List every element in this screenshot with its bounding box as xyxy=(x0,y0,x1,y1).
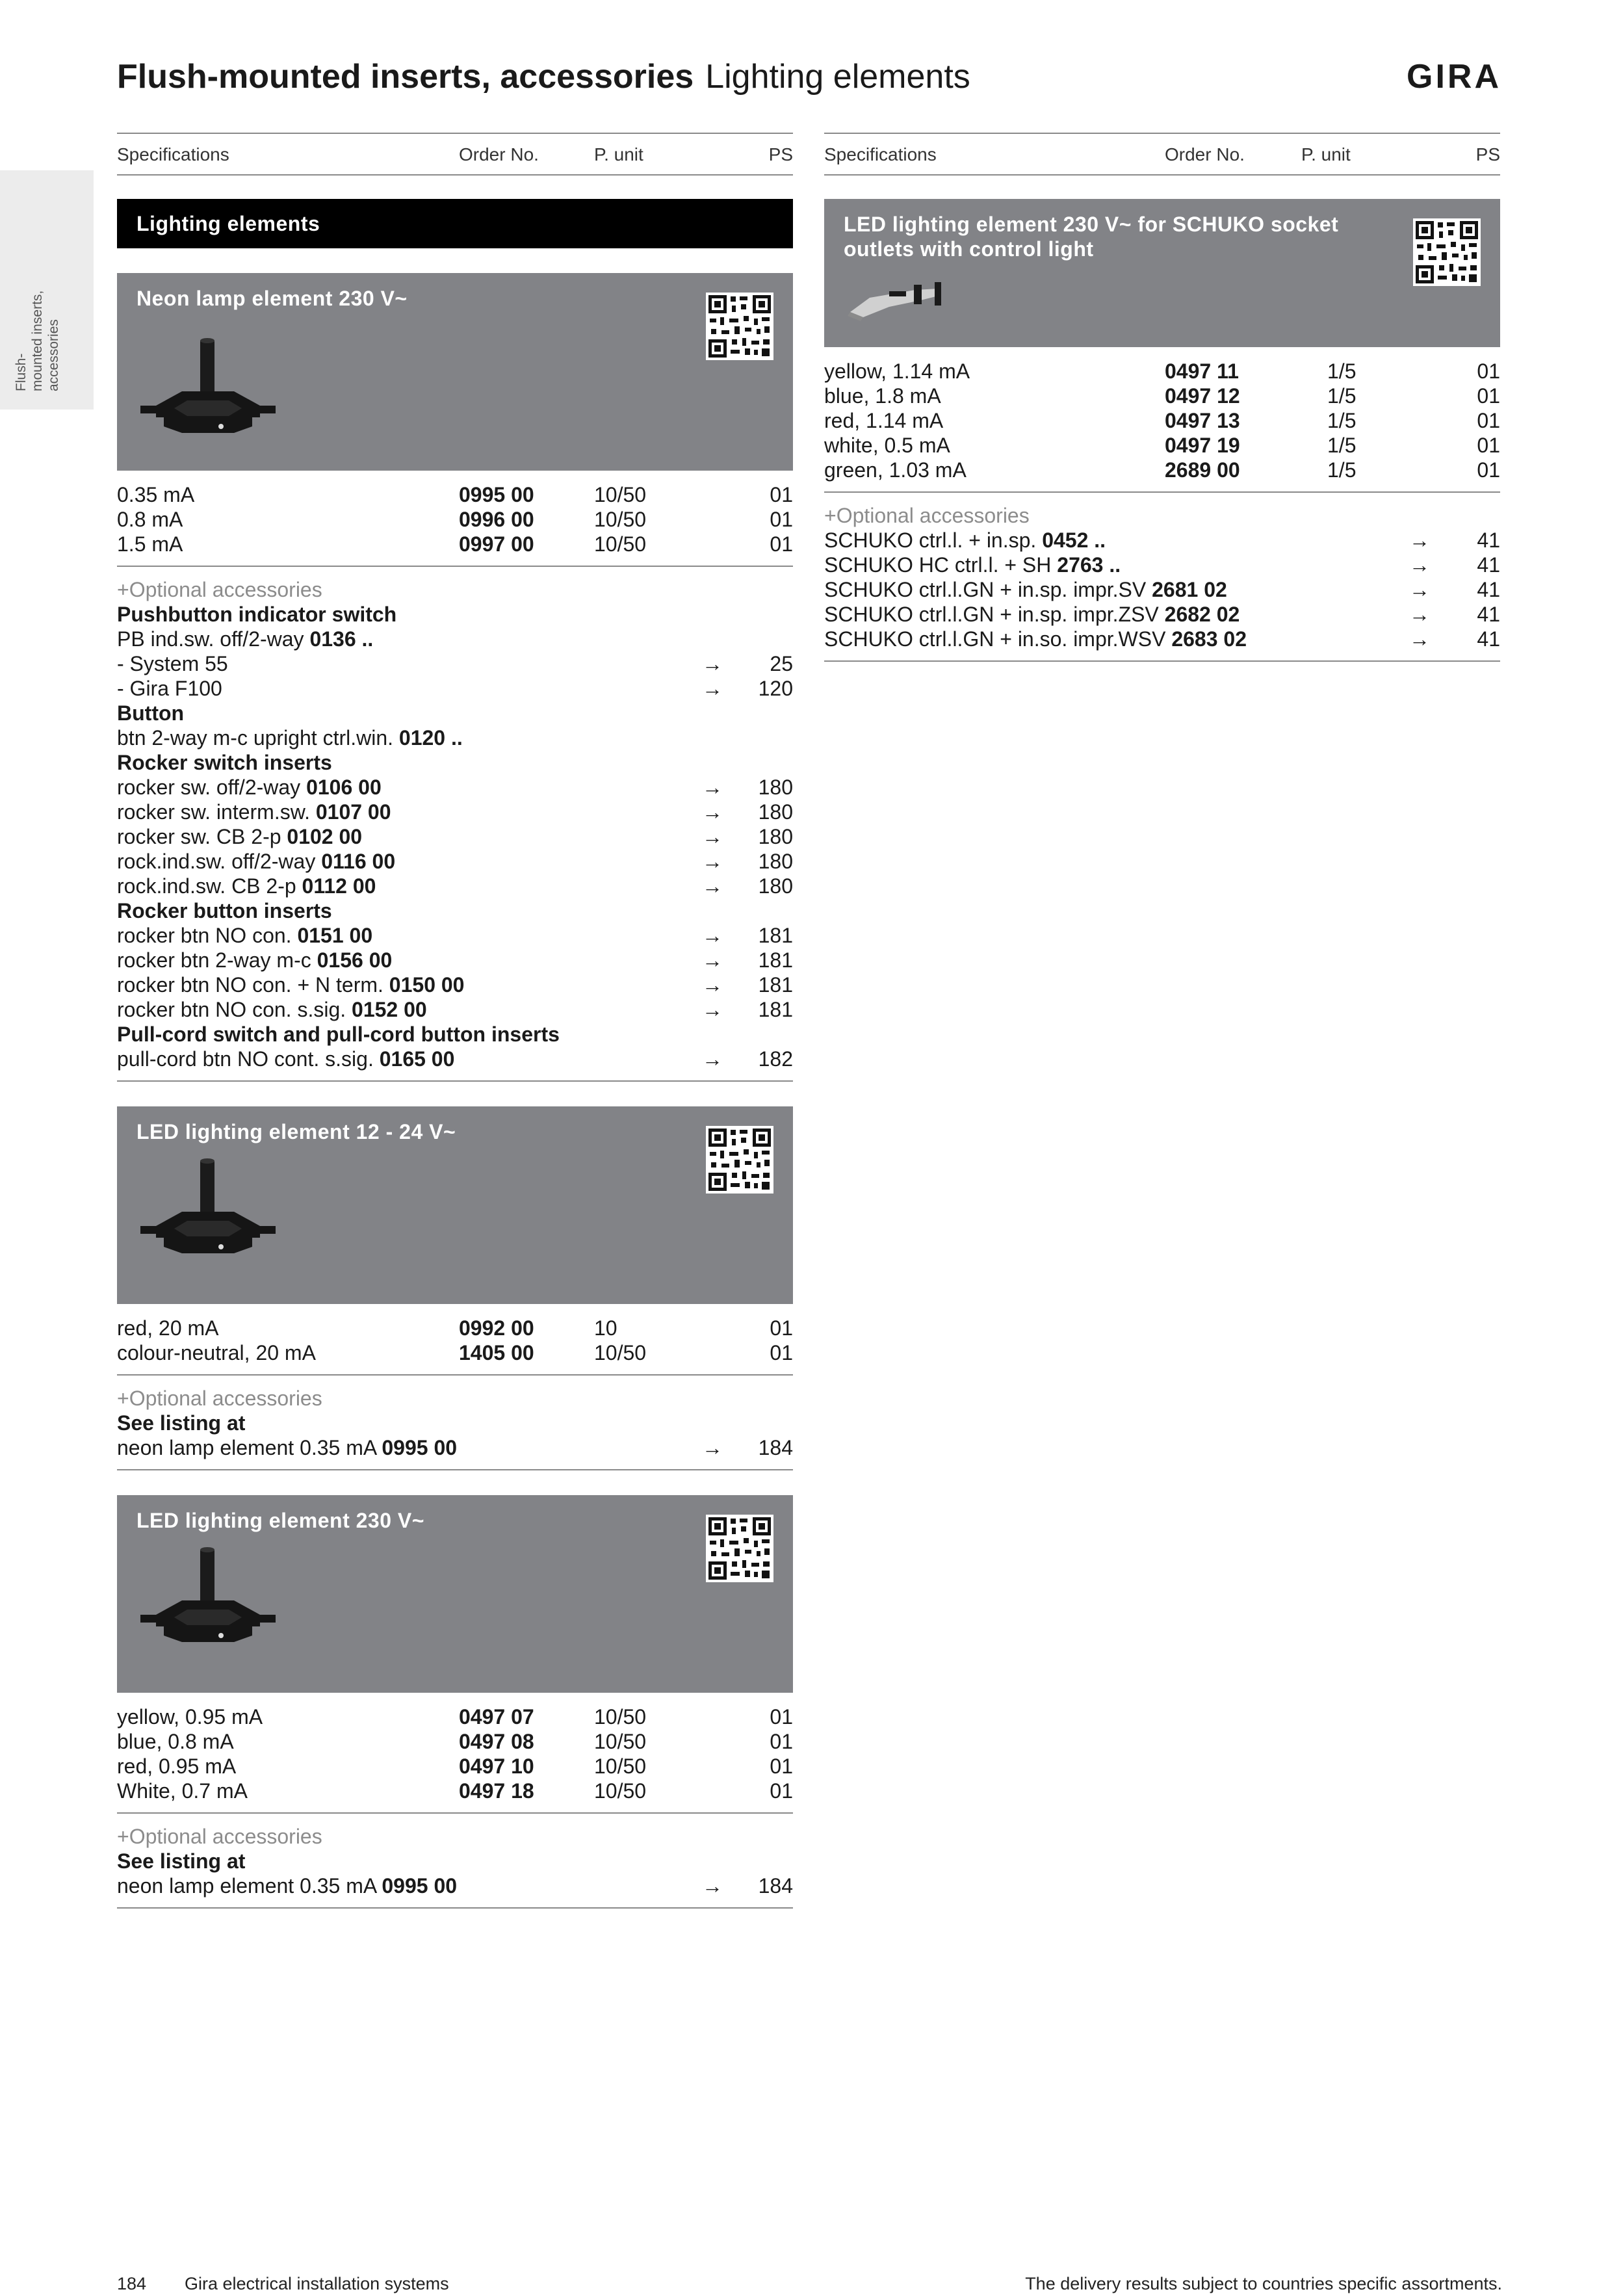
accessory-line: neon lamp element 0.35 mA 0995 00 → 184 xyxy=(117,1436,793,1459)
row-order-number: 0997 00 xyxy=(459,532,534,556)
row-pack-unit: 1/5 xyxy=(1327,434,1357,457)
row-description: yellow, 1.14 mA xyxy=(824,359,970,383)
accessory-line xyxy=(117,725,793,750)
accessory-text: SCHUKO ctrl.l.GN + in.so. impr.WSV 2683 02 xyxy=(824,627,1247,651)
arrow-icon: → xyxy=(1409,528,1430,552)
page-ref[interactable]: 25 xyxy=(770,652,793,675)
accessory-line xyxy=(117,997,793,1022)
accessory-group-heading: Rocker button inserts xyxy=(117,899,332,922)
col-ps-header: PS xyxy=(1475,144,1500,164)
row-description: blue, 1.8 mA xyxy=(824,384,941,408)
col-order-header: Order No. xyxy=(459,144,539,164)
page-ref[interactable]: 41 xyxy=(1477,528,1500,552)
arrow-icon: → xyxy=(1409,603,1430,626)
order-row xyxy=(117,1316,793,1340)
accessory-line xyxy=(117,824,793,849)
product-card-schuko xyxy=(824,199,1500,347)
row-pack-unit: 10/50 xyxy=(594,1341,647,1364)
page-header xyxy=(117,51,1501,103)
order-row xyxy=(117,1340,793,1365)
product-title: Neon lamp element 230 V~ xyxy=(136,287,408,310)
accessory-line xyxy=(117,800,793,824)
order-row xyxy=(117,1779,793,1803)
product-title: LED lighting element 12 - 24 V~ xyxy=(136,1120,456,1143)
row-description: red, 1.14 mA xyxy=(824,409,944,432)
order-row xyxy=(117,1704,793,1729)
schuko-led-image xyxy=(844,272,954,324)
row-price-group: 01 xyxy=(1477,359,1500,383)
neon-optional-accessories xyxy=(117,567,793,1071)
page-ref[interactable]: 180 xyxy=(758,800,793,824)
row-pack-unit: 1/5 xyxy=(1327,409,1357,432)
accessory-text: SCHUKO ctrl.l.GN + in.sp. impr.SV 2681 02 xyxy=(824,578,1227,601)
led12-order-rows xyxy=(117,1304,793,1365)
divider xyxy=(117,1907,793,1909)
row-order-number: 2689 00 xyxy=(1165,458,1240,482)
page-ref[interactable]: 180 xyxy=(758,776,793,799)
accessory-text: rocker sw. CB 2-p 0102 00 xyxy=(117,825,363,848)
accessory-text: rocker btn 2-way m-c 0156 00 xyxy=(117,948,393,972)
accessory-text: - System 55 xyxy=(117,652,228,675)
col-ps-header: PS xyxy=(768,144,793,164)
qr-code-icon xyxy=(706,1126,773,1194)
arrow-icon: → xyxy=(702,825,723,848)
row-order-number: 0992 00 xyxy=(459,1316,534,1340)
accessory-line xyxy=(824,528,1500,553)
column-header xyxy=(824,133,1500,176)
row-price-group: 01 xyxy=(1477,458,1500,482)
led-230-image xyxy=(136,1545,279,1649)
led230-optional-accessories xyxy=(117,1814,793,1898)
order-row xyxy=(824,408,1500,433)
order-row xyxy=(117,482,793,507)
row-price-group: 01 xyxy=(770,483,793,506)
page-ref[interactable]: 41 xyxy=(1477,553,1500,577)
order-row xyxy=(824,359,1500,384)
accessory-text: SCHUKO ctrl.l.GN + in.sp. impr.ZSV 2682 02 xyxy=(824,603,1240,626)
accessory-group-heading: Button xyxy=(117,701,185,725)
row-order-number: 0996 00 xyxy=(459,508,534,531)
row-pack-unit: 10/50 xyxy=(594,1755,647,1778)
col-spec-header: Specifications xyxy=(117,144,229,164)
accessory-line xyxy=(117,627,793,651)
accessory-line xyxy=(117,972,793,997)
page-ref[interactable]: 41 xyxy=(1477,627,1500,651)
accessory-line xyxy=(117,874,793,898)
row-order-number: 0497 10 xyxy=(459,1755,534,1778)
page-ref[interactable]: 180 xyxy=(758,874,793,898)
page-ref[interactable]: 41 xyxy=(1477,578,1500,601)
accessory-text: rock.ind.sw. CB 2-p 0112 00 xyxy=(117,874,376,898)
accessory-group-heading: Pull-cord switch and pull-cord button inserts xyxy=(117,1023,560,1046)
row-pack-unit: 10/50 xyxy=(594,1705,647,1729)
accessory-line xyxy=(117,1047,793,1071)
row-price-group: 01 xyxy=(770,1316,793,1340)
accessory-line xyxy=(824,553,1500,577)
accessory-text: rocker btn NO con. + N term. 0150 00 xyxy=(117,973,465,997)
col-unit-header: P. unit xyxy=(594,144,643,164)
row-description: colour-neutral, 20 mA xyxy=(117,1341,316,1364)
schuko-order-rows xyxy=(824,347,1500,482)
order-row xyxy=(117,1754,793,1779)
row-description: blue, 0.8 mA xyxy=(117,1730,234,1753)
schuko-optional-accessories xyxy=(824,493,1500,651)
page-ref[interactable]: 184 xyxy=(758,1874,793,1898)
arrow-icon: → xyxy=(702,850,723,873)
product-title: LED lighting element 230 V~ xyxy=(136,1509,424,1532)
accessory-line: neon lamp element 0.35 mA 0995 00 → 184 xyxy=(117,1874,793,1898)
arrow-icon: → xyxy=(702,998,723,1021)
side-tab xyxy=(0,170,94,410)
arrow-icon: → xyxy=(702,948,723,972)
page-title: Flush-mounted inserts, accessories Lighting elements xyxy=(117,58,970,96)
row-description: white, 0.5 mA xyxy=(824,434,950,457)
col-order-header: Order No. xyxy=(1165,144,1245,164)
qr-code-icon xyxy=(1413,218,1481,286)
row-description: 1.5 mA xyxy=(117,532,183,556)
accessory-line xyxy=(117,676,793,701)
accessory-group-heading: Rocker switch inserts xyxy=(117,751,332,774)
row-price-group: 01 xyxy=(770,1755,793,1778)
row-description: yellow, 0.95 mA xyxy=(117,1705,263,1729)
accessory-line xyxy=(117,923,793,948)
row-price-group: 01 xyxy=(770,1341,793,1364)
accessory-line xyxy=(824,577,1500,602)
optional-accessories-title: +Optional accessories xyxy=(117,578,322,601)
page-ref[interactable]: 181 xyxy=(758,973,793,997)
row-order-number: 0497 07 xyxy=(459,1705,534,1729)
arrow-icon: → xyxy=(702,973,723,997)
row-description: green, 1.03 mA xyxy=(824,458,967,482)
accessory-text: SCHUKO HC ctrl.l. + SH 2763 .. xyxy=(824,553,1121,577)
page-ref[interactable]: 184 xyxy=(758,1436,793,1459)
row-order-number: 0497 19 xyxy=(1165,434,1240,457)
row-pack-unit: 10/50 xyxy=(594,532,647,556)
led-12-24-image xyxy=(136,1156,279,1260)
arrow-icon: → xyxy=(1409,627,1430,651)
accessory-line xyxy=(117,948,793,972)
page-ref[interactable]: 41 xyxy=(1477,603,1500,626)
row-pack-unit: 10/50 xyxy=(594,1730,647,1753)
qr-code-icon xyxy=(706,1515,773,1582)
row-pack-unit: 1/5 xyxy=(1327,458,1357,482)
neon-lamp-image xyxy=(136,335,279,439)
row-pack-unit: 1/5 xyxy=(1327,359,1357,383)
page-ref[interactable]: 120 xyxy=(758,677,793,700)
arrow-icon: → xyxy=(702,1047,723,1071)
right-column xyxy=(824,133,1500,662)
see-listing-label: See listing at xyxy=(117,1849,246,1873)
row-description: red, 20 mA xyxy=(117,1316,219,1340)
arrow-icon: → xyxy=(702,874,723,898)
arrow-icon: → xyxy=(702,776,723,799)
row-price-group: 01 xyxy=(1477,384,1500,408)
section-title: Lighting elements xyxy=(117,199,793,248)
accessory-group-heading: Pushbutton indicator switch xyxy=(117,603,397,626)
divider xyxy=(117,1080,793,1082)
brand-logo: GIRA xyxy=(1407,58,1501,96)
led12-optional-accessories xyxy=(117,1376,793,1460)
accessory-text: btn 2-way m-c upright ctrl.win. 0120 .. xyxy=(117,726,463,750)
row-order-number: 0497 18 xyxy=(459,1779,534,1803)
accessory-text: rock.ind.sw. off/2-way 0116 00 xyxy=(117,850,396,873)
arrow-icon: → xyxy=(702,1874,723,1898)
row-order-number: 0497 08 xyxy=(459,1730,534,1753)
footer-note: The delivery results subject to countries specific assortments. xyxy=(1025,2274,1502,2293)
page-ref[interactable]: 180 xyxy=(758,825,793,848)
order-row xyxy=(117,1729,793,1754)
neon-order-rows xyxy=(117,471,793,556)
order-row xyxy=(824,384,1500,408)
qr-code-icon xyxy=(706,293,773,360)
order-row xyxy=(824,458,1500,482)
arrow-icon: → xyxy=(702,1436,723,1459)
optional-accessories-title: +Optional accessories xyxy=(117,1825,322,1848)
row-order-number: 1405 00 xyxy=(459,1341,534,1364)
accessory-text: rocker sw. off/2-way 0106 00 xyxy=(117,776,382,799)
arrow-icon: → xyxy=(702,924,723,947)
optional-accessories-title: +Optional accessories xyxy=(824,504,1030,527)
accessory-line xyxy=(824,602,1500,627)
row-order-number: 0995 00 xyxy=(459,483,534,506)
row-description: White, 0.7 mA xyxy=(117,1779,248,1803)
divider xyxy=(824,660,1500,662)
page-subtitle: Lighting elements xyxy=(705,58,970,96)
row-pack-unit: 10/50 xyxy=(594,508,647,531)
row-price-group: 01 xyxy=(770,532,793,556)
row-order-number: 0497 11 xyxy=(1165,359,1239,383)
arrow-icon: → xyxy=(702,652,723,675)
row-pack-unit: 10/50 xyxy=(594,483,647,506)
product-card-led-12-24 xyxy=(117,1106,793,1304)
arrow-icon: → xyxy=(1409,553,1430,577)
arrow-icon: → xyxy=(702,800,723,824)
page-ref[interactable]: 181 xyxy=(758,948,793,972)
product-title: LED lighting element 230 V~ for SCHUKO socket outlets with control light xyxy=(844,213,1339,261)
optional-accessories-title: +Optional accessories xyxy=(117,1387,322,1410)
footer-publication: Gira electrical installation systems xyxy=(185,2274,449,2293)
arrow-icon: → xyxy=(1409,578,1430,601)
left-column xyxy=(117,133,793,1909)
page-ref[interactable]: 180 xyxy=(758,850,793,873)
row-price-group: 01 xyxy=(1477,434,1500,457)
product-card-led-230 xyxy=(117,1495,793,1693)
accessory-text: pull-cord btn NO cont. s.sig. 0165 00 xyxy=(117,1047,455,1071)
row-price-group: 01 xyxy=(770,1730,793,1753)
accessory-line xyxy=(117,651,793,676)
row-pack-unit: 10 xyxy=(594,1316,617,1340)
row-price-group: 01 xyxy=(770,1705,793,1729)
arrow-icon: → xyxy=(702,677,723,700)
row-description: 0.8 mA xyxy=(117,508,183,531)
row-description: 0.35 mA xyxy=(117,483,195,506)
row-price-group: 01 xyxy=(1477,409,1500,432)
page-ref[interactable]: 182 xyxy=(758,1047,793,1071)
accessory-line xyxy=(824,627,1500,651)
accessory-text: rocker btn NO con. 0151 00 xyxy=(117,924,373,947)
row-order-number: 0497 13 xyxy=(1165,409,1240,432)
row-price-group: 01 xyxy=(770,508,793,531)
accessory-line xyxy=(117,849,793,874)
row-description: red, 0.95 mA xyxy=(117,1755,237,1778)
accessory-text: SCHUKO ctrl.l. + in.sp. 0452 .. xyxy=(824,528,1106,552)
order-row xyxy=(117,507,793,532)
row-pack-unit: 1/5 xyxy=(1327,384,1357,408)
accessory-text: rocker sw. interm.sw. 0107 00 xyxy=(117,800,391,824)
page-ref[interactable]: 181 xyxy=(758,924,793,947)
footer-page-number: 184 xyxy=(117,2274,147,2293)
order-row xyxy=(824,433,1500,458)
col-spec-header: Specifications xyxy=(824,144,937,164)
divider xyxy=(117,1469,793,1470)
product-card-neon xyxy=(117,273,793,471)
side-tab-label: Flush- mounted inserts, accessories xyxy=(14,290,61,391)
see-listing-label: See listing at xyxy=(117,1411,246,1435)
column-header xyxy=(117,133,793,176)
col-unit-header: P. unit xyxy=(1301,144,1351,164)
row-order-number: 0497 12 xyxy=(1165,384,1240,408)
order-row xyxy=(117,532,793,556)
led230-order-rows xyxy=(117,1693,793,1803)
row-pack-unit: 10/50 xyxy=(594,1779,647,1803)
accessory-text: - Gira F100 xyxy=(117,677,222,700)
accessory-line xyxy=(117,775,793,800)
accessory-text: PB ind.sw. off/2-way 0136 .. xyxy=(117,627,374,651)
row-price-group: 01 xyxy=(770,1779,793,1803)
accessory-text: rocker btn NO con. s.sig. 0152 00 xyxy=(117,998,427,1021)
page-ref[interactable]: 181 xyxy=(758,998,793,1021)
